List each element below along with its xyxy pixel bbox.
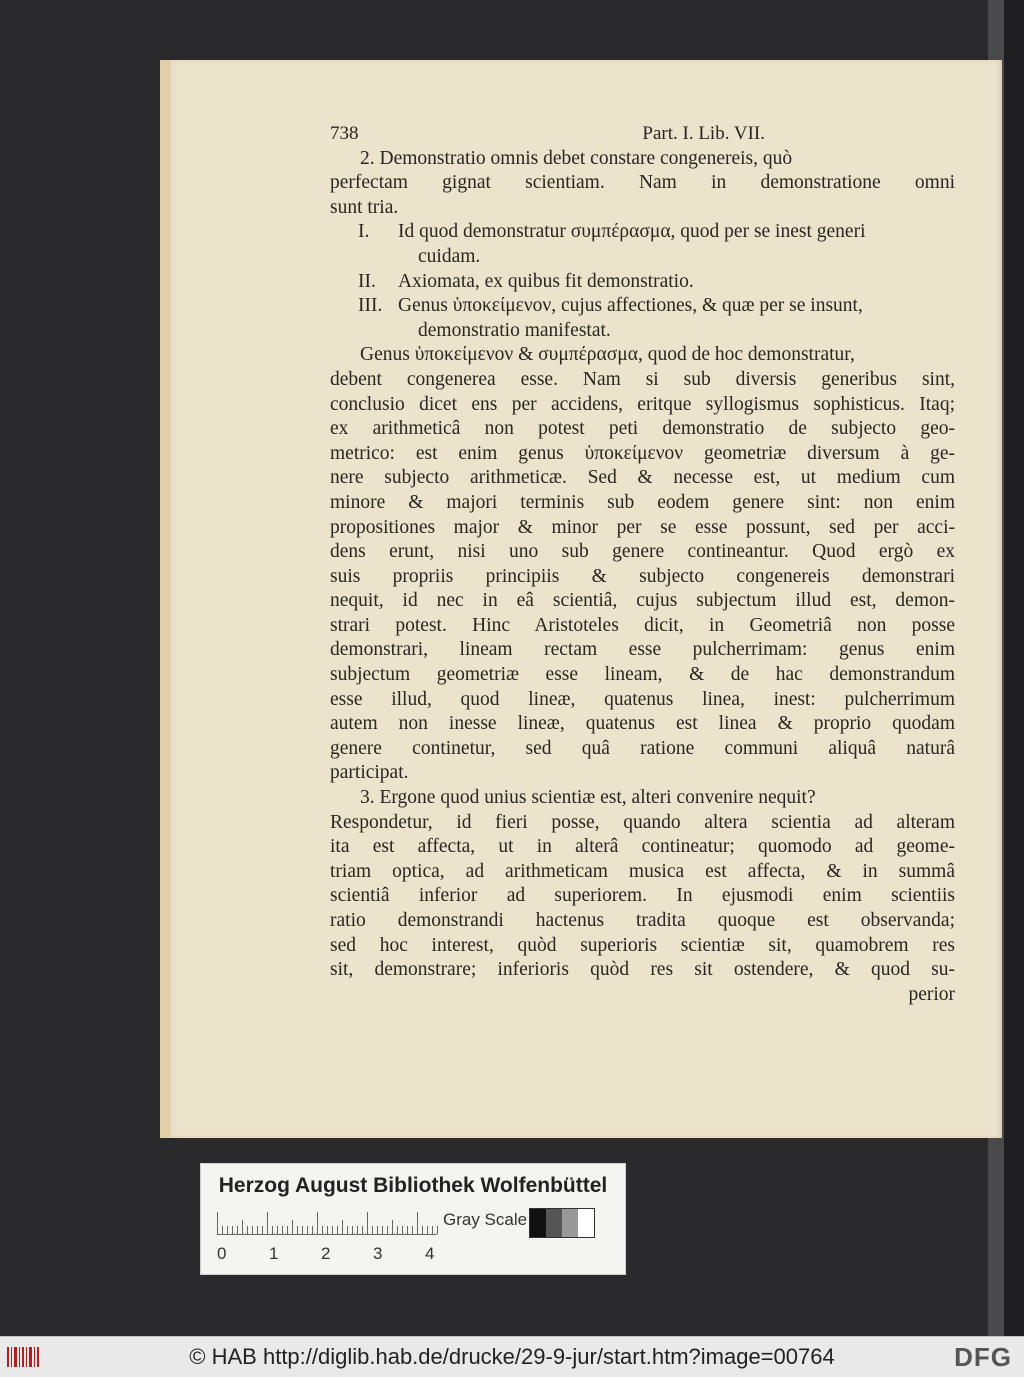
- adjacent-page-edge: [1004, 0, 1024, 1336]
- item-text: Genus ὑποκείμενον, cujus affectiones, & quæ per se insunt,: [398, 295, 863, 317]
- ruler-tick: [422, 1226, 423, 1234]
- gray-swatch: [530, 1209, 546, 1237]
- ruler-tick: [257, 1226, 258, 1234]
- ruler-tick: [312, 1226, 313, 1234]
- text-line: participat.: [330, 762, 409, 784]
- library-label-card: [200, 1163, 626, 1275]
- text-line: debent congenerea esse. Nam si sub diversis generibus sint,: [330, 368, 955, 390]
- text-line: sit, demonstrare; inferioris quòd res sit ostendere, & quod su-: [330, 959, 955, 981]
- text-line: propositiones major & minor per se esse possunt, sed per acci-: [330, 516, 955, 538]
- text-line: Genus ὑποκείμενον & συμπέρασμα, quod de hoc demonstratur,: [360, 344, 855, 366]
- ruler-tick: [247, 1226, 248, 1234]
- ruler-tick: [302, 1226, 303, 1234]
- ruler-tick: [372, 1226, 373, 1234]
- ruler-tick: [232, 1226, 233, 1234]
- ruler-tick: [392, 1220, 393, 1234]
- ruler-tick: [242, 1220, 243, 1234]
- measurement-ruler: [217, 1210, 437, 1235]
- library-name: Herzog August Bibliothek Wolfenbüttel: [218, 1174, 608, 1197]
- ruler-tick: [282, 1226, 283, 1234]
- ruler-tick: [317, 1212, 318, 1234]
- ruler-tick: [427, 1226, 428, 1234]
- page-number: 738: [330, 123, 359, 144]
- text-line: cuidam.: [418, 245, 481, 267]
- text-line: demonstrari, lineam rectam esse pulcherrimam: genus enim: [330, 639, 955, 661]
- ruler-tick: [432, 1226, 433, 1234]
- ruler-tick: [277, 1226, 278, 1234]
- text-line: strari potest. Hinc Aristoteles dicit, in Geometriâ non posse: [330, 614, 955, 636]
- ruler-number: 3: [373, 1244, 383, 1263]
- gray-swatch: [562, 1209, 578, 1237]
- ruler-tick: [337, 1226, 338, 1234]
- ruler-tick: [322, 1226, 323, 1234]
- ruler-number: 2: [321, 1244, 331, 1263]
- ruler-tick: [347, 1226, 348, 1234]
- text-line: minore & majori terminis sub eodem genere sint: non enim: [330, 491, 955, 513]
- text-line: ratio demonstrandi hactenus tradita quoque est observanda;: [330, 910, 955, 931]
- ruler-tick: [437, 1226, 438, 1234]
- running-title: Part. I. Lib. VII.: [642, 123, 765, 144]
- ruler-tick: [402, 1226, 403, 1234]
- text-line: autem non inesse lineæ, quatenus est linea & proprio quodam: [330, 713, 955, 735]
- ruler-tick: [377, 1226, 378, 1234]
- ruler-numbers: [217, 1244, 447, 1266]
- text-lines: [330, 147, 955, 1008]
- text-line: subjectum geometriæ esse lineam, & de hac demonstrandum: [330, 664, 955, 686]
- gray-swatch: [578, 1209, 594, 1237]
- page-text: [330, 122, 955, 1007]
- ruler-tick: [367, 1212, 368, 1234]
- item-number: III.: [358, 295, 383, 317]
- text-line: metrico: est enim genus ὑποκείμενον geometriæ diversum à ge-: [330, 442, 955, 464]
- item-text: Id quod demonstratur συμπέρασμα, quod per se inest generi: [398, 221, 866, 243]
- text-line: ita est affecta, ut in alterâ contineatur; quomodo ad geome-: [330, 836, 955, 858]
- page-gutter-edge: [160, 60, 170, 1138]
- ruler-tick: [412, 1226, 413, 1234]
- item-number: II.: [358, 270, 376, 292]
- gray-swatch: [546, 1209, 562, 1237]
- ruler-number: 1: [269, 1244, 279, 1263]
- ruler-tick: [222, 1226, 223, 1234]
- ruler-tick: [237, 1226, 238, 1234]
- ruler-number: 0: [217, 1244, 227, 1263]
- footer-bar: [0, 1336, 1024, 1377]
- text-line: genere continetur, sed quâ ratione communi aliquâ naturâ: [330, 737, 955, 759]
- ruler-tick: [327, 1226, 328, 1234]
- running-header: [330, 122, 955, 147]
- item-number: I.: [358, 221, 370, 243]
- ruler-tick: [352, 1226, 353, 1234]
- ruler-tick: [272, 1226, 273, 1234]
- text-line: sunt tria.: [330, 196, 399, 218]
- ruler-tick: [342, 1220, 343, 1234]
- ruler-tick: [357, 1226, 358, 1234]
- text-line: perfectam gignat scientiam. Nam in demonstratione omni: [330, 172, 955, 194]
- ruler-tick: [267, 1212, 268, 1234]
- gray-scale-label: Gray Scale: [443, 1210, 528, 1229]
- text-line: [330, 220, 955, 245]
- ruler-tick: [307, 1226, 308, 1234]
- ruler-number: 4: [425, 1244, 435, 1263]
- text-line: nequit, id nec in eâ scientiâ, cujus subjectum illud est, demon-: [330, 590, 955, 612]
- text-line: demonstratio manifestat.: [418, 319, 611, 341]
- text-line: ex arithmeticâ non potest peti demonstratio de subjecto geo-: [330, 418, 955, 440]
- text-line: esse illud, quod lineæ, quatenus linea, inest: pulcherrimum: [330, 688, 955, 710]
- ruler-tick: [382, 1226, 383, 1234]
- ruler-tick: [262, 1226, 263, 1234]
- text-line: [330, 294, 955, 319]
- text-line: suis propriis principiis & subjecto congenereis demonstrari: [330, 565, 955, 587]
- text-line: 3. Ergone quod unius scientiæ est, alteri convenire nequit?: [360, 787, 816, 809]
- ruler-tick: [362, 1226, 363, 1234]
- text-line: 2. Demonstratio omnis debet constare congenereis, quò: [360, 147, 793, 169]
- ruler-tick: [297, 1226, 298, 1234]
- ruler-tick: [387, 1226, 388, 1234]
- ruler-tick: [252, 1226, 253, 1234]
- text-line: dens erunt, nisi uno sub genere contineantur. Quod ergò ex: [330, 541, 955, 563]
- text-line: triam optica, ad arithmeticam musica est affecta, & in summâ: [330, 860, 955, 882]
- text-line: sed hoc interest, quòd superioris scientiæ sit, quamobrem res: [330, 934, 955, 956]
- text-line: perior: [908, 983, 955, 1005]
- footer-link[interactable]: © HAB http://diglib.hab.de/drucke/29-9-jur/start.htm?image=00764: [189, 1344, 835, 1369]
- dfg-logo: DFG: [954, 1342, 1012, 1372]
- text-line: [330, 270, 955, 295]
- text-line: nere subjecto arithmeticæ. Sed & necesse est, ut medium cum: [330, 467, 955, 489]
- ruler-tick: [227, 1226, 228, 1234]
- ruler-tick: [397, 1226, 398, 1234]
- text-line: Respondetur, id fieri posse, quando altera scientia ad alteram: [330, 811, 955, 833]
- ruler-tick: [217, 1212, 218, 1234]
- item-text: Axiomata, ex quibus fit demonstratio.: [398, 270, 694, 292]
- ruler-tick: [287, 1226, 288, 1234]
- ruler-tick: [417, 1212, 418, 1234]
- ruler-tick: [332, 1226, 333, 1234]
- ruler-tick: [292, 1220, 293, 1234]
- ruler-tick: [407, 1226, 408, 1234]
- gray-scale-swatches: [529, 1208, 595, 1238]
- text-line: conclusio dicet ens per accidens, eritque syllogismus sophisticus. Itaq;: [330, 393, 955, 415]
- text-line: scientiâ inferior ad superiorem. In ejusmodi enim scientiis: [330, 885, 955, 907]
